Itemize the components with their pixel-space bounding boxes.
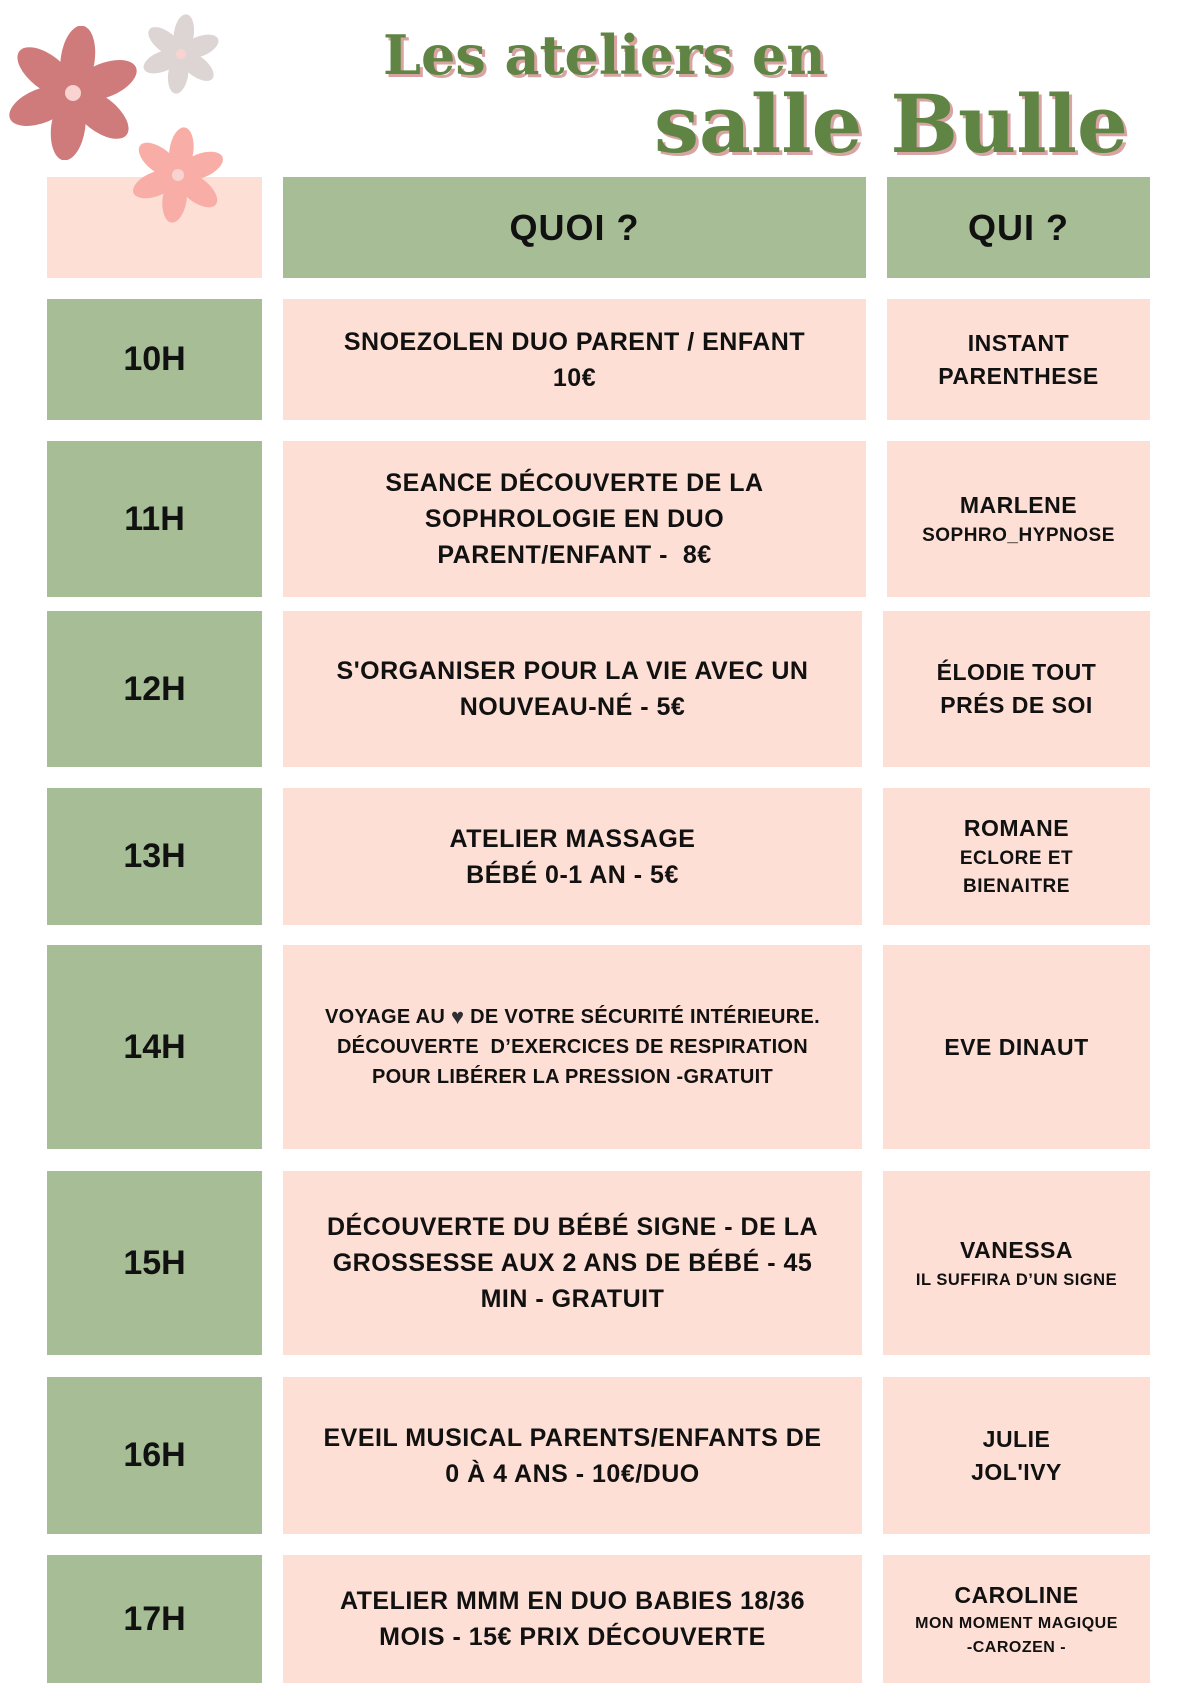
host-name: JULIE xyxy=(982,1425,1051,1452)
activity-cell-13h xyxy=(283,788,862,925)
activity-text: VOYAGE AU xyxy=(324,1006,451,1028)
time-label: 14H xyxy=(123,1027,186,1066)
host-name: ÉLODIE TOUT xyxy=(936,659,1097,685)
activity-cell-15h xyxy=(283,1171,862,1355)
time-cell-12h xyxy=(47,611,262,767)
activity-line: DÉCOUVERTE DU BÉBÉ SIGNE - DE LA xyxy=(326,1213,819,1241)
activity-line: ATELIER MASSAGE xyxy=(449,824,696,853)
activity-line: DÉCOUVERTE D’EXERCICES DE RESPIRATION xyxy=(336,1036,809,1058)
activity-line xyxy=(325,1002,820,1032)
flower-salmon-icon xyxy=(129,126,227,224)
host-org: BIENAITRE xyxy=(963,876,1070,897)
host-name: VANESSA xyxy=(960,1236,1073,1263)
activity-cell-17h xyxy=(283,1555,862,1683)
header-quoi-cell xyxy=(283,177,866,278)
host-org: -CAROZEN - xyxy=(966,1638,1067,1656)
host-cell-10h xyxy=(887,299,1150,420)
heart-icon: ♥ xyxy=(450,1004,465,1029)
host-cell-16h xyxy=(883,1377,1150,1534)
host-org: PARENTHESE xyxy=(938,362,1099,389)
activity-line: S'ORGANISER POUR LA VIE AVEC UN xyxy=(336,657,809,685)
host-org: PRÉS DE SOI xyxy=(940,692,1093,718)
activity-line: EVEIL MUSICAL PARENTS/ENFANTS DE xyxy=(323,1423,822,1452)
host-name: ROMANE xyxy=(963,815,1070,841)
page-title-line1: Les ateliers en xyxy=(383,23,826,87)
time-label: 15H xyxy=(123,1243,186,1282)
time-label: 11H xyxy=(124,499,185,538)
activity-price: PARENT/ENFANT - 8€ xyxy=(437,541,712,569)
host-org: ECLORE ET xyxy=(959,848,1074,869)
activity-line: POUR LIBÉRER LA PRESSION -GRATUIT xyxy=(371,1066,774,1088)
activity-cell-10h xyxy=(283,299,866,420)
host-cell-11h xyxy=(887,441,1150,597)
activity-price: MIN - GRATUIT xyxy=(480,1285,665,1313)
host-cell-15h xyxy=(883,1171,1150,1355)
host-org: IL SUFFIRA D’UN SIGNE xyxy=(915,1270,1118,1289)
activity-line: ATELIER MMM EN DUO BABIES 18/36 xyxy=(339,1587,806,1615)
time-cell-11h xyxy=(47,441,262,597)
flower-grey-icon xyxy=(141,14,221,94)
activity-line: GROSSESSE AUX 2 ANS DE BÉBÉ - 45 xyxy=(332,1249,813,1277)
host-name: INSTANT xyxy=(967,329,1070,356)
host-name: EVE DINAUT xyxy=(944,1033,1089,1060)
time-label: 12H xyxy=(123,669,186,708)
host-org: JOL'IVY xyxy=(971,1458,1062,1485)
page-title-line2: salle Bulle xyxy=(654,77,1128,171)
header-quoi-label: QUOI ? xyxy=(509,206,640,248)
time-cell-14h xyxy=(47,945,262,1149)
host-org: SOPHRO_HYPNOSE xyxy=(922,524,1115,546)
host-name: CAROLINE xyxy=(954,1581,1079,1608)
time-label: 17H xyxy=(123,1599,186,1638)
host-org: MON MOMENT MAGIQUE xyxy=(915,1614,1118,1632)
activity-price: 10€ xyxy=(552,363,597,392)
activity-line: SNOEZOLEN DUO PARENT / ENFANT xyxy=(343,327,806,356)
time-label: 10H xyxy=(123,340,186,378)
host-cell-12h xyxy=(883,611,1150,767)
time-cell-10h xyxy=(47,299,262,420)
time-cell-17h xyxy=(47,1555,262,1683)
activity-cell-16h xyxy=(283,1377,862,1534)
header-qui-cell xyxy=(887,177,1150,278)
time-cell-13h xyxy=(47,788,262,925)
host-cell-14h xyxy=(883,945,1150,1149)
activity-cell-12h xyxy=(283,611,862,767)
activity-cell-11h xyxy=(283,441,866,597)
activity-line: SEANCE DÉCOUVERTE DE LA xyxy=(385,469,764,497)
activity-price: MOIS - 15€ PRIX DÉCOUVERTE xyxy=(379,1623,766,1651)
time-label: 13H xyxy=(123,837,186,875)
activity-price: BÉBÉ 0-1 AN - 5€ xyxy=(466,860,679,889)
time-label: 16H xyxy=(123,1436,186,1474)
activity-cell-14h xyxy=(283,945,862,1149)
header-qui-label: QUI ? xyxy=(968,206,1069,248)
activity-text: DE VOTRE SÉCURITÉ INTÉRIEURE. xyxy=(464,1006,821,1028)
activity-price: 0 À 4 ANS - 10€/DUO xyxy=(445,1459,700,1488)
host-name: MARLENE xyxy=(959,491,1078,518)
activity-price: NOUVEAU-NÉ - 5€ xyxy=(459,693,686,721)
flower-dark-rose-icon xyxy=(6,26,140,160)
host-cell-17h xyxy=(883,1555,1150,1683)
time-cell-15h xyxy=(47,1171,262,1355)
host-cell-13h xyxy=(883,788,1150,925)
time-cell-16h xyxy=(47,1377,262,1534)
activity-line: SOPHROLOGIE EN DUO xyxy=(424,505,725,533)
